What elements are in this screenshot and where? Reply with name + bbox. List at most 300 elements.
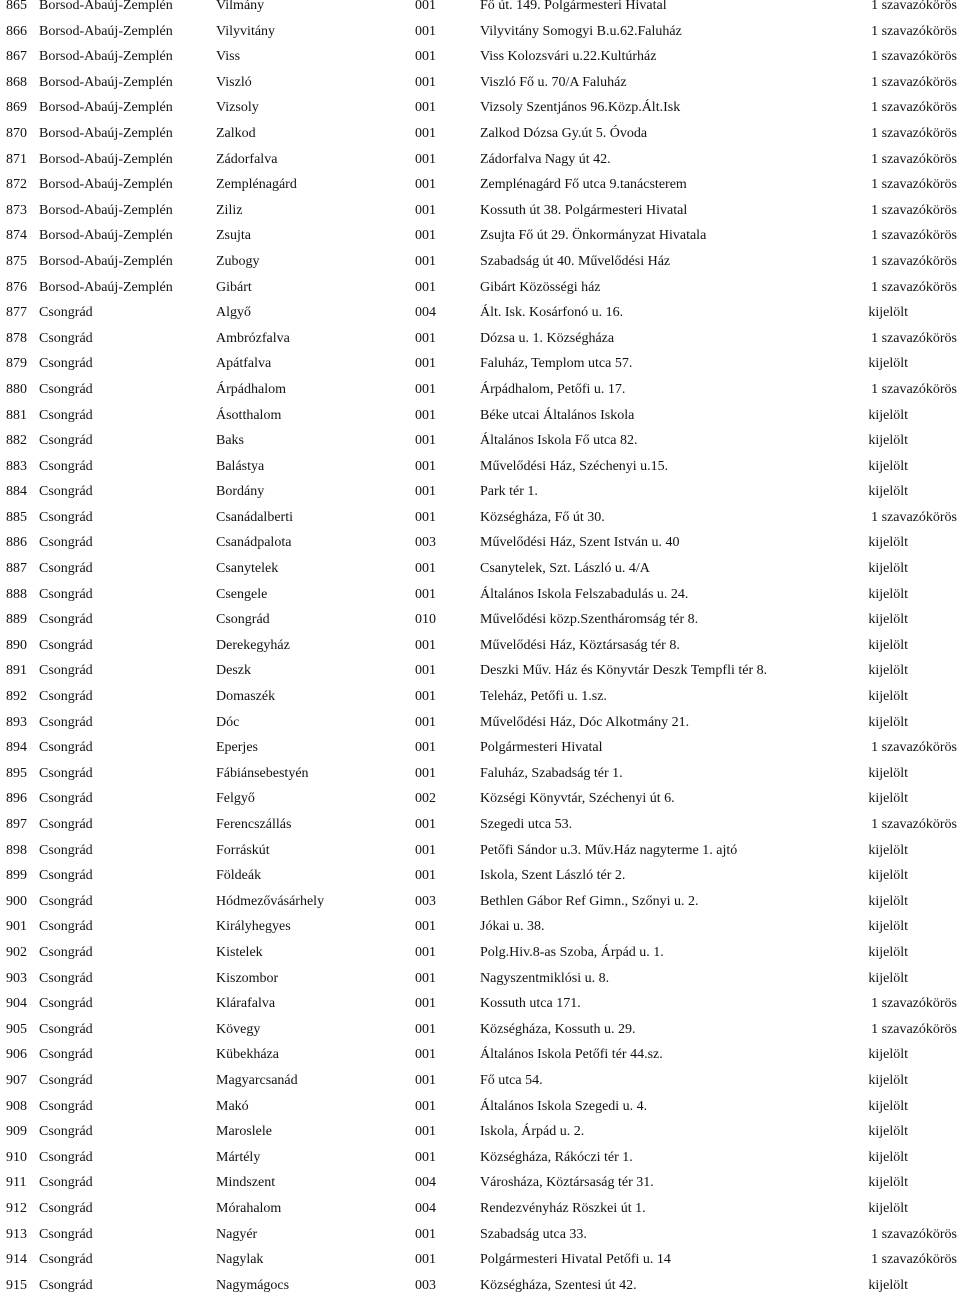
status-cell: kijelölt xyxy=(868,458,908,474)
town-cell: Kübekháza xyxy=(216,1047,279,1063)
address-cell: Teleház, Petőfi u. 1.sz. xyxy=(480,689,607,705)
district-code-cell: 001 xyxy=(415,919,436,935)
town-cell: Árpádhalom xyxy=(216,381,286,397)
table-row xyxy=(0,505,960,531)
town-cell: Zádorfalva xyxy=(216,151,278,167)
district-code-cell: 001 xyxy=(415,663,436,679)
table-row xyxy=(0,1273,960,1299)
address-cell: Dózsa u. 1. Községháza xyxy=(480,330,615,346)
status-cell: kijelölt xyxy=(868,714,908,730)
status-cell: kijelölt xyxy=(868,484,908,500)
town-cell: Kövegy xyxy=(216,1021,261,1037)
county-cell: Csongrád xyxy=(39,612,93,628)
district-code-cell: 003 xyxy=(415,535,436,551)
address-cell: Faluház, Templom utca 57. xyxy=(480,356,633,372)
status-cell: 1 szavazókörös xyxy=(871,23,957,39)
district-code-cell: 001 xyxy=(415,74,436,90)
table-row xyxy=(0,1017,960,1043)
county-cell: Csongrád xyxy=(39,1021,93,1037)
address-cell: Általános Iskola Petőfi tér 44.sz. xyxy=(480,1047,663,1063)
county-cell: Csongrád xyxy=(39,944,93,960)
status-cell: kijelölt xyxy=(868,893,908,909)
district-code-cell: 001 xyxy=(415,49,436,65)
district-code-cell: 001 xyxy=(415,202,436,218)
row-number: 893 xyxy=(6,714,27,730)
town-cell: Algyő xyxy=(216,305,251,321)
table-row xyxy=(0,940,960,966)
county-cell: Csongrád xyxy=(39,637,93,653)
town-cell: Csanádalberti xyxy=(216,509,293,525)
row-number: 878 xyxy=(6,330,27,346)
county-cell: Csongrád xyxy=(39,1252,93,1268)
address-cell: Faluház, Szabadság tér 1. xyxy=(480,765,623,781)
address-cell: Szabadság utca 33. xyxy=(480,1226,587,1242)
town-cell: Csanádpalota xyxy=(216,535,292,551)
status-cell: 1 szavazókörös xyxy=(871,1226,957,1242)
address-cell: Vilyvitány Somogyi B.u.62.Faluház xyxy=(480,23,682,39)
town-cell: Csengele xyxy=(216,586,268,602)
status-cell: kijelölt xyxy=(868,356,908,372)
table-row xyxy=(0,684,960,710)
status-cell: kijelölt xyxy=(868,1098,908,1114)
town-cell: Ferencszállás xyxy=(216,817,292,832)
status-cell: kijelölt xyxy=(868,842,908,858)
row-number: 899 xyxy=(6,868,27,884)
town-cell: Vilmány xyxy=(216,0,265,13)
county-cell: Csongrád xyxy=(39,791,93,807)
table-row xyxy=(0,761,960,787)
table-row xyxy=(0,377,960,403)
row-number: 912 xyxy=(6,1200,27,1216)
town-cell: Deszk xyxy=(216,663,251,679)
address-cell: Polg.Hiv.8-as Szoba, Árpád u. 1. xyxy=(480,944,664,960)
row-number: 903 xyxy=(6,970,27,986)
district-code-cell: 001 xyxy=(415,1226,436,1242)
address-cell: Zádorfalva Nagy út 42. xyxy=(480,151,611,167)
table-row xyxy=(0,95,960,121)
table-row xyxy=(0,326,960,352)
town-cell: Vilyvitány xyxy=(216,23,276,39)
table-row xyxy=(0,1094,960,1120)
address-cell: Viszló Fő u. 70/A Faluház xyxy=(480,74,627,90)
row-number: 870 xyxy=(6,125,27,141)
status-cell: kijelölt xyxy=(868,919,908,935)
county-cell: Csongrád xyxy=(39,509,93,525)
table-row xyxy=(0,966,960,992)
county-cell: Csongrád xyxy=(39,689,93,705)
table-row xyxy=(0,556,960,582)
county-cell: Borsod-Abaúj-Zemplén xyxy=(39,23,173,39)
row-number: 885 xyxy=(6,509,27,525)
row-number: 911 xyxy=(6,1175,27,1191)
town-cell: Derekegyház xyxy=(216,637,290,653)
status-cell: kijelölt xyxy=(868,868,908,884)
row-number: 889 xyxy=(6,612,27,628)
county-cell: Csongrád xyxy=(39,1072,93,1088)
table-row xyxy=(0,530,960,556)
row-number: 895 xyxy=(6,765,27,781)
address-cell: Deszki Műv. Ház és Könyvtár Deszk Tempfli tér 8. xyxy=(480,663,768,679)
town-cell: Fábiánsebestyén xyxy=(216,765,309,781)
town-cell: Mártély xyxy=(216,1149,261,1165)
county-cell: Borsod-Abaúj-Zemplén xyxy=(39,100,173,116)
status-cell: kijelölt xyxy=(868,663,908,679)
district-code-cell: 001 xyxy=(415,381,436,397)
county-cell: Csongrád xyxy=(39,663,93,679)
address-cell: Művelődési Ház, Köztársaság tér 8. xyxy=(480,637,680,653)
county-cell: Csongrád xyxy=(39,1124,93,1140)
address-cell: Szabadság út 40. Művelődési Ház xyxy=(480,253,671,269)
status-cell: 1 szavazókörös xyxy=(871,0,957,13)
address-cell: Gibárt Közösségi ház xyxy=(480,279,601,295)
county-cell: Csongrád xyxy=(39,868,93,884)
county-cell: Csongrád xyxy=(39,433,93,449)
county-cell: Csongrád xyxy=(39,381,93,397)
town-cell: Kistelek xyxy=(216,944,263,960)
row-number: 883 xyxy=(6,458,27,474)
county-cell: Csongrád xyxy=(39,817,93,832)
row-number: 876 xyxy=(6,279,27,295)
county-cell: Csongrád xyxy=(39,1277,93,1293)
town-cell: Maroslele xyxy=(216,1124,272,1140)
county-cell: Csongrád xyxy=(39,714,93,730)
status-cell: 1 szavazókörös xyxy=(871,330,957,346)
district-code-cell: 001 xyxy=(415,1124,436,1140)
district-code-cell: 001 xyxy=(415,561,436,577)
address-cell: Petőfi Sándor u.3. Műv.Ház nagyterme 1. ajtó xyxy=(480,842,738,858)
table-row xyxy=(0,863,960,889)
status-cell: 1 szavazókörös xyxy=(871,740,957,756)
town-cell: Nagymágocs xyxy=(216,1277,290,1293)
address-cell: Iskola, Szent László tér 2. xyxy=(480,868,626,884)
address-cell: Nagyszentmiklósi u. 8. xyxy=(480,970,610,986)
town-cell: Ambrózfalva xyxy=(216,330,290,346)
status-cell: kijelölt xyxy=(868,561,908,577)
row-number: 901 xyxy=(6,919,27,935)
town-cell: Hódmezővásárhely xyxy=(216,893,325,909)
address-cell: Vizsoly Szentjános 96.Közp.Ált.Isk xyxy=(480,100,681,116)
town-cell: Nagylak xyxy=(216,1252,264,1268)
town-cell: Forráskút xyxy=(216,842,270,858)
town-cell: Magyarcsanád xyxy=(216,1072,298,1088)
table-row xyxy=(0,658,960,684)
district-code-cell: 001 xyxy=(415,125,436,141)
town-cell: Domaszék xyxy=(216,689,276,705)
row-number: 907 xyxy=(6,1072,27,1088)
row-number: 908 xyxy=(6,1098,27,1114)
status-cell: kijelölt xyxy=(868,535,908,551)
status-cell: kijelölt xyxy=(868,612,908,628)
row-number: 880 xyxy=(6,381,27,397)
county-cell: Csongrád xyxy=(39,1200,93,1216)
town-cell: Viss xyxy=(216,49,241,65)
row-number: 888 xyxy=(6,586,27,602)
town-cell: Zalkod xyxy=(216,125,256,141)
address-cell: Szegedi utca 53. xyxy=(480,817,573,832)
address-cell: Fő út. 149. Polgármesteri Hivatal xyxy=(480,0,667,13)
status-cell: kijelölt xyxy=(868,689,908,705)
address-cell: Csanytelek, Szt. László u. 4/A xyxy=(480,561,650,577)
address-cell: Általános Iskola Felszabadulás u. 24. xyxy=(480,586,689,602)
row-number: 915 xyxy=(6,1277,27,1293)
town-cell: Felgyő xyxy=(216,791,255,807)
district-code-cell: 001 xyxy=(415,637,436,653)
town-cell: Mórahalom xyxy=(216,1200,282,1216)
district-code-cell: 001 xyxy=(415,0,436,13)
address-cell: Községháza, Szentesi út 42. xyxy=(480,1277,637,1293)
county-cell: Csongrád xyxy=(39,407,93,423)
status-cell: 1 szavazókörös xyxy=(871,1021,957,1037)
county-cell: Csongrád xyxy=(39,330,93,346)
county-cell: Borsod-Abaúj-Zemplén xyxy=(39,228,173,244)
table-row xyxy=(0,1119,960,1145)
status-cell: kijelölt xyxy=(868,305,908,321)
status-cell: 1 szavazókörös xyxy=(871,509,957,525)
table-row xyxy=(0,0,960,19)
county-cell: Csongrád xyxy=(39,842,93,858)
status-cell: kijelölt xyxy=(868,765,908,781)
table-row xyxy=(0,889,960,915)
county-cell: Borsod-Abaúj-Zemplén xyxy=(39,253,173,269)
status-cell: kijelölt xyxy=(868,1124,908,1140)
district-code-cell: 001 xyxy=(415,458,436,474)
district-code-cell: 001 xyxy=(415,714,436,730)
table-row xyxy=(0,1222,960,1248)
district-code-cell: 001 xyxy=(415,1252,436,1268)
address-cell: Polgármesteri Hivatal xyxy=(480,740,603,756)
address-cell: Zsujta Fő út 29. Önkormányzat Hivatala xyxy=(480,228,707,244)
status-cell: 1 szavazókörös xyxy=(871,996,957,1012)
district-code-cell: 002 xyxy=(415,791,436,807)
county-cell: Csongrád xyxy=(39,305,93,321)
table-row xyxy=(0,1247,960,1273)
county-cell: Csongrád xyxy=(39,458,93,474)
table-row xyxy=(0,147,960,173)
district-code-cell: 003 xyxy=(415,1277,436,1293)
address-cell: Fő utca 54. xyxy=(480,1072,543,1088)
district-code-cell: 001 xyxy=(415,1021,436,1037)
county-cell: Borsod-Abaúj-Zemplén xyxy=(39,202,173,218)
county-cell: Csongrád xyxy=(39,535,93,551)
row-number: 902 xyxy=(6,944,27,960)
county-cell: Borsod-Abaúj-Zemplén xyxy=(39,125,173,141)
row-number: 913 xyxy=(6,1226,27,1242)
table-row xyxy=(0,121,960,147)
status-cell: kijelölt xyxy=(868,407,908,423)
row-number: 869 xyxy=(6,100,27,116)
county-cell: Csongrád xyxy=(39,484,93,500)
county-cell: Csongrád xyxy=(39,1226,93,1242)
row-number: 906 xyxy=(6,1047,27,1063)
address-cell: Zalkod Dózsa Gy.út 5. Óvoda xyxy=(480,125,648,141)
address-cell: Községi Könyvtár, Széchenyi út 6. xyxy=(480,791,675,807)
status-cell: kijelölt xyxy=(868,586,908,602)
row-number: 874 xyxy=(6,228,27,244)
row-number: 882 xyxy=(6,433,27,449)
address-cell: Általános Iskola Szegedi u. 4. xyxy=(480,1098,648,1114)
district-code-cell: 004 xyxy=(415,305,436,321)
table-row xyxy=(0,454,960,480)
table-row xyxy=(0,1196,960,1222)
address-cell: Árpádhalom, Petőfi u. 17. xyxy=(480,381,626,397)
district-code-cell: 004 xyxy=(415,1175,436,1191)
status-cell: 1 szavazókörös xyxy=(871,228,957,244)
address-cell: Községháza, Rákóczi tér 1. xyxy=(480,1149,633,1165)
address-cell: Béke utcai Általános Iskola xyxy=(480,407,635,423)
town-cell: Csongrád xyxy=(216,612,270,628)
district-code-cell: 003 xyxy=(415,893,436,909)
status-cell: 1 szavazókörös xyxy=(871,202,957,218)
status-cell: kijelölt xyxy=(868,791,908,807)
district-code-cell: 001 xyxy=(415,433,436,449)
status-cell: 1 szavazókörös xyxy=(871,253,957,269)
county-cell: Csongrád xyxy=(39,765,93,781)
county-cell: Csongrád xyxy=(39,740,93,756)
address-cell: Jókai u. 38. xyxy=(480,919,545,935)
status-cell: kijelölt xyxy=(868,637,908,653)
row-number: 904 xyxy=(6,996,27,1012)
table-row xyxy=(0,786,960,812)
row-number: 910 xyxy=(6,1149,27,1165)
table-row xyxy=(0,223,960,249)
town-cell: Mindszent xyxy=(216,1175,276,1191)
county-cell: Csongrád xyxy=(39,893,93,909)
county-cell: Csongrád xyxy=(39,970,93,986)
status-cell: kijelölt xyxy=(868,1200,908,1216)
county-cell: Borsod-Abaúj-Zemplén xyxy=(39,49,173,65)
table-row xyxy=(0,607,960,633)
row-number: 873 xyxy=(6,202,27,218)
table-row xyxy=(0,428,960,454)
county-cell: Borsod-Abaúj-Zemplén xyxy=(39,74,173,90)
district-code-cell: 001 xyxy=(415,177,436,193)
status-cell: 1 szavazókörös xyxy=(871,125,957,141)
row-number: 865 xyxy=(6,0,27,13)
district-code-cell: 001 xyxy=(415,407,436,423)
town-cell: Vizsoly xyxy=(216,100,259,116)
row-number: 905 xyxy=(6,1021,27,1037)
district-code-cell: 001 xyxy=(415,151,436,167)
table-row xyxy=(0,172,960,198)
row-number: 887 xyxy=(6,561,27,577)
table-row xyxy=(0,914,960,940)
status-cell: 1 szavazókörös xyxy=(871,279,957,295)
status-cell: 1 szavazókörös xyxy=(871,381,957,397)
table-row xyxy=(0,249,960,275)
town-cell: Csanytelek xyxy=(216,561,279,577)
district-code-cell: 001 xyxy=(415,817,436,832)
address-cell: Zemplénagárd Fő utca 9.tanácsterem xyxy=(480,177,687,193)
county-cell: Csongrád xyxy=(39,356,93,372)
row-number: 900 xyxy=(6,893,27,909)
table-row xyxy=(0,300,960,326)
town-cell: Kiszombor xyxy=(216,970,279,986)
address-cell: Művelődési közp.Szentháromság tér 8. xyxy=(480,612,699,628)
address-cell: Rendezvényház Röszkei út 1. xyxy=(480,1200,646,1216)
row-number: 877 xyxy=(6,305,27,321)
district-code-cell: 001 xyxy=(415,23,436,39)
table-row xyxy=(0,479,960,505)
district-code-cell: 001 xyxy=(415,1149,436,1165)
district-code-cell: 001 xyxy=(415,586,436,602)
table-row xyxy=(0,991,960,1017)
county-cell: Csongrád xyxy=(39,1175,93,1191)
row-number: 867 xyxy=(6,49,27,65)
district-code-cell: 001 xyxy=(415,740,436,756)
district-code-cell: 004 xyxy=(415,1200,436,1216)
row-number: 890 xyxy=(6,637,27,653)
town-cell: Zubogy xyxy=(216,253,260,269)
address-cell: Iskola, Árpád u. 2. xyxy=(480,1124,585,1140)
town-cell: Dóc xyxy=(216,714,240,730)
status-cell: kijelölt xyxy=(868,970,908,986)
row-number: 868 xyxy=(6,74,27,90)
status-cell: kijelölt xyxy=(868,433,908,449)
status-cell: 1 szavazókörös xyxy=(871,151,957,167)
table-row xyxy=(0,275,960,301)
row-number: 909 xyxy=(6,1124,27,1140)
row-number: 884 xyxy=(6,484,27,500)
town-cell: Klárafalva xyxy=(216,996,276,1012)
row-number: 897 xyxy=(6,817,27,832)
row-number: 891 xyxy=(6,663,27,679)
status-cell: 1 szavazókörös xyxy=(871,817,957,832)
address-cell: Ált. Isk. Kosárfonó u. 16. xyxy=(480,305,624,321)
district-code-cell: 001 xyxy=(415,1047,436,1063)
table-row xyxy=(0,838,960,864)
table-row xyxy=(0,44,960,70)
district-code-cell: 001 xyxy=(415,509,436,525)
town-cell: Balástya xyxy=(216,458,265,474)
table-row xyxy=(0,70,960,96)
county-cell: Csongrád xyxy=(39,996,93,1012)
county-cell: Borsod-Abaúj-Zemplén xyxy=(39,177,173,193)
table-row xyxy=(0,1068,960,1094)
town-cell: Makó xyxy=(216,1098,249,1114)
county-cell: Csongrád xyxy=(39,1149,93,1165)
district-code-cell: 001 xyxy=(415,484,436,500)
address-cell: Kossuth utca 171. xyxy=(480,996,581,1012)
address-cell: Községháza, Kossuth u. 29. xyxy=(480,1021,636,1037)
district-code-cell: 001 xyxy=(415,228,436,244)
county-cell: Csongrád xyxy=(39,586,93,602)
district-code-cell: 001 xyxy=(415,765,436,781)
table-row xyxy=(0,1042,960,1068)
district-code-cell: 001 xyxy=(415,689,436,705)
address-cell: Művelődési Ház, Szent István u. 40 xyxy=(480,535,680,551)
town-cell: Ásotthalom xyxy=(216,407,282,423)
district-code-cell: 001 xyxy=(415,279,436,295)
row-number: 871 xyxy=(6,151,27,167)
district-code-cell: 001 xyxy=(415,842,436,858)
town-cell: Földeák xyxy=(216,868,262,884)
row-number: 875 xyxy=(6,253,27,269)
table-row xyxy=(0,403,960,429)
table-row xyxy=(0,812,960,838)
table-row xyxy=(0,710,960,736)
status-cell: kijelölt xyxy=(868,1149,908,1165)
address-cell: Bethlen Gábor Ref Gimn., Szőnyi u. 2. xyxy=(480,893,699,909)
table-row xyxy=(0,735,960,761)
table-row xyxy=(0,1170,960,1196)
town-cell: Nagyér xyxy=(216,1226,258,1242)
table-row xyxy=(0,633,960,659)
status-cell: kijelölt xyxy=(868,1277,908,1293)
county-cell: Csongrád xyxy=(39,561,93,577)
status-cell: kijelölt xyxy=(868,1047,908,1063)
row-number: 872 xyxy=(6,177,27,193)
status-cell: kijelölt xyxy=(868,1072,908,1088)
